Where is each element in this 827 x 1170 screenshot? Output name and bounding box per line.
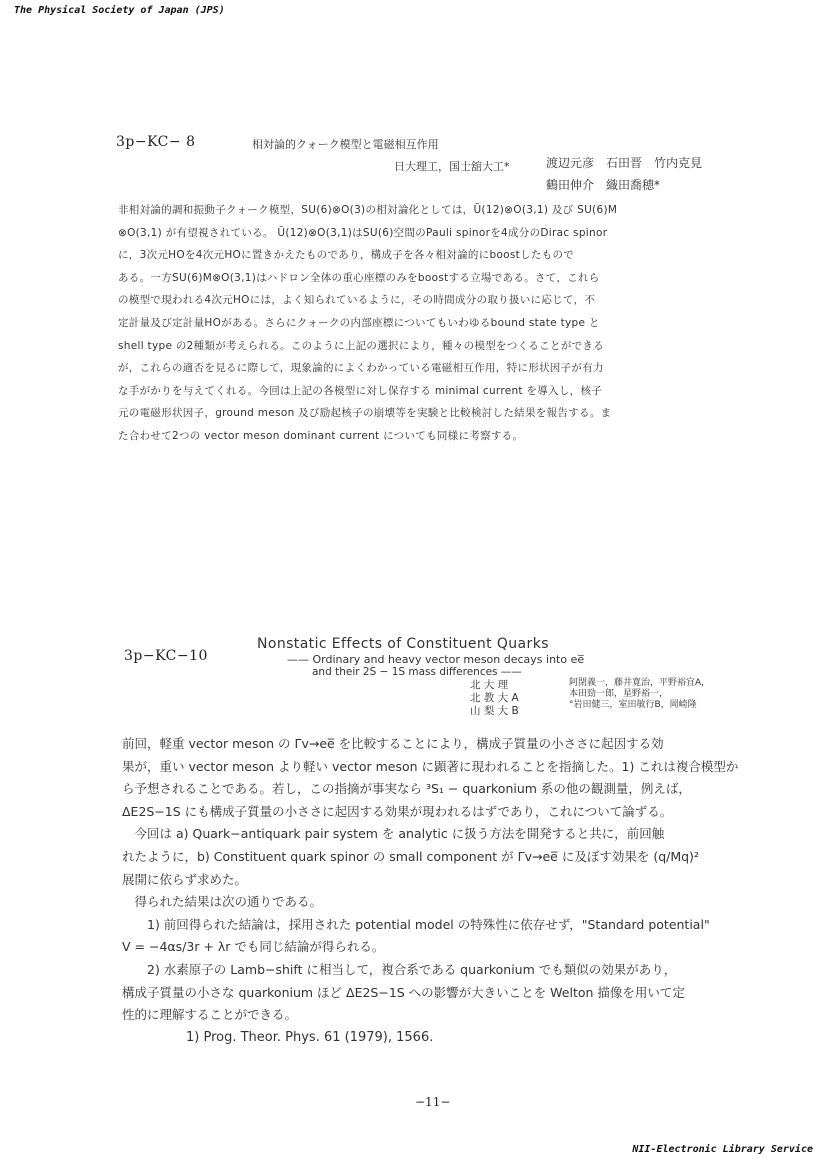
abstract-body [118,199,730,448]
body-line: 非相対論的調和振動子クォーク模型，SU(6)⊗O(3)の相対論化としては，Ũ(12)⊗O(3,1) 及び SU(6)M [118,204,618,216]
body-line: の模型で現われる4次元HOには，よく知られているように，その時間成分の取り扱いに応じて，不 [118,294,596,307]
footer-source: NII-Electronic Library Service [632,1144,813,1155]
body-line: 構成子質量の小さな quarkonium ほど ΔE2S−1S への影響が大きいことを Welton 描像を用いて定 [122,984,685,1000]
body-line: に，3次元HOを4次元HOに置きかえたものであり，構成子を各々相対論的にboostしたもので [118,249,575,262]
abstract-affiliations [470,679,519,718]
body-line: ある。一方SU(6)M⊗O(3,1)はハドロン全体の重心座標のみをboostする立場である。さて，これら [118,271,600,284]
affiliation: 山 梨 大 B [470,705,519,717]
body-line: 今回は a) Quark−antiquark pair system を analytic に扱う方法を開発すると共に，前回触 [122,826,665,842]
abstract-title: 相対論的クォーク模型と電磁相互作用 [252,138,439,151]
body-line: 1) 前回得られた結論は，採用された potential model の特殊性に依存せず，"Standard potential" [122,916,710,932]
body-line: 性的に理解することができる。 [122,1007,298,1023]
abstract-code: 3p−KC−10 [124,648,208,664]
body-line: 元の電磁形状因子，ground meson 及び励起核子の崩壊等を実験と比較検討した結果を報告する。ま [118,407,612,420]
body-line: 展開に依らず求めた。 [122,871,248,887]
body-line: 定計量及び定計量HOがある。さらにクォークの内部座標についてもいわゆるbound state type と [118,316,600,329]
abstract-subtitle-2: and their 2S − 1S mass differences —— [312,666,522,678]
body-line: ⊗O(3,1) が有望視されている。 Ũ(12)⊗O(3,1)はSU(6)空間のPauli spinorを4成分のDirac spinor [118,226,608,239]
body-line: 2) 水素原子の Lamb−shift に相当して，複合系である quarkonium でも類似の効果があり， [122,961,677,977]
header-source: The Physical Society of Japan (JPS) [14,5,225,16]
abstract-code: 3p−KC− 8 [116,134,196,150]
affiliation: 北 教 大 A [470,692,519,704]
author-line: °岩田健三，室田敏行B，岡崎隆 [569,700,697,710]
author-line: 阿閉義一，藤井寛治，平野裕宜A， [569,678,711,688]
abstract-subtitle-1: —— Ordinary and heavy vector meson decays into ee̅ [287,653,585,666]
body-line: 前回，軽重 vector meson の Γv→ee̅ を比較することにより，構成子質量の小ささに起因する効 [122,736,664,751]
reference: 1) Prog. Theor. Phys. 61 (1979), 1566. [186,1030,434,1045]
body-line: が，これらの適否を見るに際して，現象論的によくわかっている電磁相互作用，特に形状因子が有力 [118,362,604,375]
abstract-affiliation: 日大理工，国士舘大工* [394,160,510,173]
affiliation: 北 大 理 [470,679,509,691]
body-line: 得られた結果は次の通りである。 [122,894,323,910]
body-line: 果が，重い vector meson より軽い vector meson に顕著に現われることを指摘した。1) これは複合模型か [122,758,739,774]
body-line: ΔE2S−1S にも構成子質量の小ささに起因する効果が現われるはずであり，これについて論ずる。 [122,803,673,819]
body-line: れたように，b) Constituent quark spinor の small component が Γv→ee̅ に及ぼす効果を (q/Mq)² [122,848,699,864]
abstract-authors-line-1: 渡辺元彦 石田晋 竹内克見 [546,156,703,170]
abstract-body [122,733,746,1027]
author-line: 本田勁一郎，星野裕一， [569,689,669,699]
abstract-authors [569,678,710,711]
body-line: ら予想されることである。若し，この指摘が事実なら ³S₁ − quarkonium 系の他の観測量，例えば， [122,781,691,797]
body-line: な手がかりを与えてくれる。今回は上記の各模型に対し保存する minimal current を導入し，核子 [118,384,603,397]
body-line: た合わせて2つの vector meson dominant current についても同様に考察する。 [118,429,524,442]
abstract-authors-line-2: 鶴田伸介 織田喬穂* [546,178,661,192]
body-line: V = −4αs/3r + λr でも同じ結論が得られる。 [122,939,385,955]
page-number: −11− [415,1095,451,1109]
abstract-title: Nonstatic Effects of Constituent Quarks [257,636,549,652]
body-line: shell type の2種類が考えられる。このように上記の選択により，種々の模型をつくることができる [118,339,605,352]
